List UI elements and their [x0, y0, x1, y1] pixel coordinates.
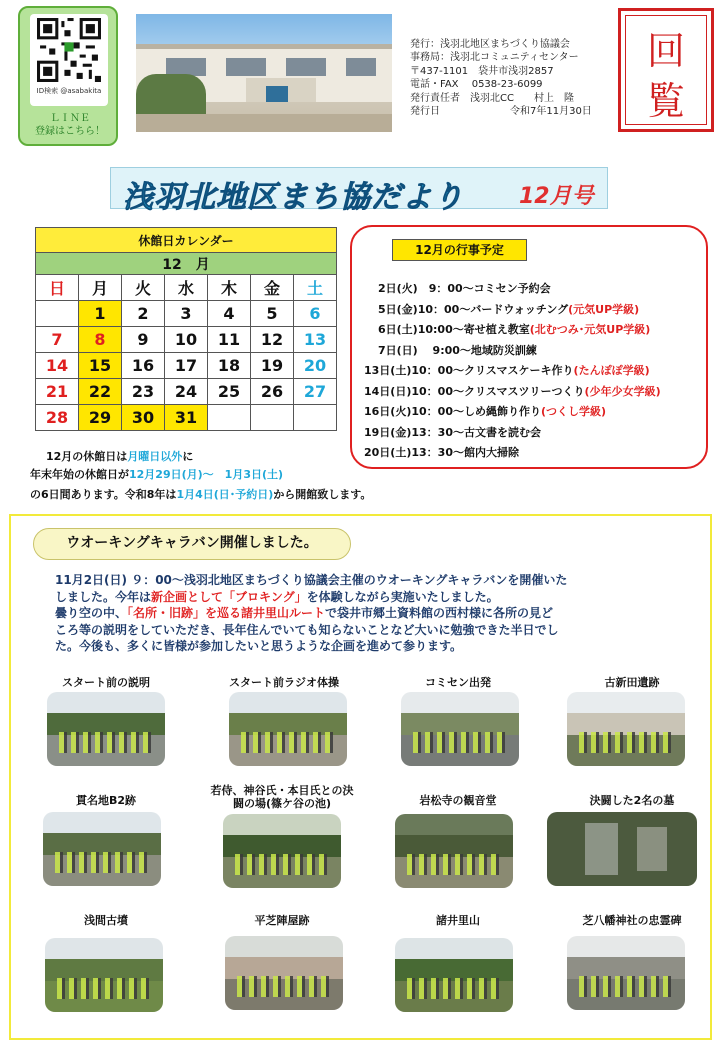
report-line: 11月2日(日) ９：00～浅羽北地区まちづくり協議会主催のウオーキングキャラバンを開催いた	[55, 573, 568, 587]
publisher-line: 発行：浅羽北地区まちづくり協議会	[410, 39, 570, 50]
events-title: 12月の行事予定	[392, 239, 527, 261]
weekday-fri: 金	[251, 275, 294, 301]
event-item: 7日(日) 9:00～地域防災訓練	[378, 343, 537, 357]
calendar-day: 11	[208, 327, 251, 353]
responsible-line: 発行責任者 浅羽北CC 村上 隆	[410, 92, 574, 104]
calendar-day: 9	[122, 327, 165, 353]
walk-photo	[225, 936, 343, 1010]
kairan-char-2: 覧	[646, 79, 685, 123]
calendar-day: 19	[251, 353, 294, 379]
calendar-day: 27	[294, 379, 337, 405]
note-highlight: 1月4日(日･予約日)	[176, 488, 274, 501]
calendar-day: 26	[251, 379, 294, 405]
newsletter-title: 浅羽北地区まち協だより	[123, 180, 464, 215]
event-item: 13日(土)10：00～クリスマスケーキ作り(たんぽぽ学級)	[364, 364, 650, 377]
calendar-weekday-row	[36, 275, 337, 301]
community-center-photo	[136, 14, 392, 132]
publisher-info	[410, 38, 610, 118]
photo-caption: スタート前の説明	[62, 676, 150, 689]
line-qr-panel[interactable]	[18, 6, 118, 146]
phone-line: 電話・FAX 0538-23-6099	[410, 79, 543, 91]
note-text: に	[182, 450, 194, 463]
calendar-day-closed: 15	[79, 353, 122, 379]
calendar-week	[36, 379, 337, 405]
closure-note-2	[30, 466, 283, 482]
note-highlight: 12月29日(月)～ 1月3日(土)	[129, 468, 284, 481]
note-highlight: 月曜日以外	[127, 450, 183, 463]
note-text: の6日間あります。令和8年は	[30, 488, 177, 501]
note-text: から開館致します。	[273, 488, 372, 501]
event-item: 6日(土)10:00～寄せ植え教室(北むつみ･元気UP学級)	[378, 323, 651, 336]
newsletter-title-banner	[110, 167, 608, 215]
photo-caption: コミセン出発	[425, 676, 491, 689]
photo-caption: 諸井里山	[436, 914, 480, 927]
walk-photo	[229, 692, 347, 766]
calendar-day: 21	[36, 379, 79, 405]
calendar-day-closed: 22	[79, 379, 122, 405]
calendar-day: 4	[208, 301, 251, 327]
walk-photo	[401, 692, 519, 766]
office-line: 事務局：浅羽北コミュニティセンター	[410, 52, 579, 64]
qr-code-icon[interactable]	[37, 18, 101, 82]
calendar-week	[36, 301, 337, 327]
walk-photo	[395, 938, 513, 1012]
calendar-day: 6	[294, 301, 337, 327]
calendar-day-closed: 8	[79, 327, 122, 353]
photo-caption: 貫名地B2跡	[75, 794, 137, 807]
calendar-day-closed: 30	[122, 405, 165, 431]
photo-caption: 岩松寺の観音堂	[419, 794, 497, 807]
calendar-month: 12 月	[36, 253, 337, 275]
closure-note-3	[30, 486, 371, 502]
report-line: ころ等の説明をしていただき、長年住んでいても知らないことなど大いに勉強できた半日でし	[55, 622, 559, 637]
calendar-day: 10	[165, 327, 208, 353]
calendar-day: 25	[208, 379, 251, 405]
calendar-day-closed: 29	[79, 405, 122, 431]
photo-caption: 若侍、神谷氏・本目氏との決闘の場(篠ケ谷の池)	[210, 784, 354, 810]
calendar-day	[251, 405, 294, 431]
calendar-caption: 休館日カレンダー	[36, 228, 337, 253]
calendar-day: 14	[36, 353, 79, 379]
weekday-sat: 土	[294, 275, 337, 301]
walk-photo	[567, 692, 685, 766]
calendar-week	[36, 327, 337, 353]
photo-caption: スタート前ラジオ体操	[229, 676, 339, 689]
postal-line: 〒437-1101 袋井市浅羽2857	[410, 65, 554, 77]
calendar-day: 23	[122, 379, 165, 405]
report-line: た。今後も、多くに皆様が参加したいと思うような企画を進めて参ります。	[55, 639, 463, 653]
calendar-day: 5	[251, 301, 294, 327]
calendar-day: 28	[36, 405, 79, 431]
report-line: 曇り空の中、「名所・旧跡」を巡る諸井里山ルートで袋井市郷土資料館の西村様に各所の見ど	[55, 606, 554, 620]
photo-caption: 芝八幡神社の忠霊碑	[582, 914, 682, 927]
event-item: 20日(土)13：30～館内大掃除	[364, 446, 519, 459]
note-text: 年末年始の休館日が	[30, 468, 129, 481]
weekday-thu: 木	[208, 275, 251, 301]
calendar-day	[208, 405, 251, 431]
calendar-day: 16	[122, 353, 165, 379]
events-panel	[350, 225, 708, 469]
walk-photo	[223, 814, 341, 888]
calendar-day	[36, 301, 79, 327]
weekday-wed: 水	[165, 275, 208, 301]
walk-photo	[395, 814, 513, 888]
issue-date-line: 発行日 令和7年11月30日	[410, 106, 592, 118]
event-item: 14日(日)10：00～クリスマスツリーつくり(少年少女学級)	[364, 384, 661, 398]
calendar-day: 2	[122, 301, 165, 327]
calendar-day: 18	[208, 353, 251, 379]
qr-code-card[interactable]	[30, 14, 108, 106]
calendar-week	[36, 405, 337, 431]
photo-caption: 平芝陣屋跡	[254, 914, 310, 927]
kairan-char-1: 回	[646, 29, 685, 73]
line-register-label: ＬＩＮＥ 登録はこちら！	[35, 113, 105, 137]
line-id-label: ID検索 @asabakita	[36, 87, 102, 95]
calendar-day: 3	[165, 301, 208, 327]
event-item: 5日(金)10：00～バードウォッチング(元気UP学級)	[378, 302, 640, 316]
calendar-day: 20	[294, 353, 337, 379]
calendar-day: 24	[165, 379, 208, 405]
event-item: 16日(火)10：00～しめ縄飾り作り(つくし学級)	[364, 405, 607, 418]
calendar-day: 17	[165, 353, 208, 379]
walk-photo	[45, 938, 163, 1012]
weekday-sun: 日	[36, 275, 79, 301]
note-text: 12月の休館日は	[46, 450, 128, 463]
calendar-day: 12	[251, 327, 294, 353]
walk-photo	[567, 936, 685, 1010]
walking-caravan-section	[9, 514, 712, 1040]
walk-photo	[43, 812, 161, 886]
closure-note-1	[46, 448, 193, 464]
walking-title: ウオーキングキャラバン開催しました。	[33, 528, 351, 560]
walk-photo	[547, 812, 697, 886]
events-list	[364, 279, 661, 464]
photo-caption: 古新田遺跡	[604, 676, 660, 689]
event-item: 2日(火) 9：00～コミセン予約会	[378, 282, 551, 295]
report-line: しました。今年は新企画として「ブロキング」を体験しながら実施いたしました。	[55, 589, 499, 604]
calendar-week	[36, 353, 337, 379]
kairan-stamp	[618, 8, 714, 132]
walking-report	[55, 572, 695, 655]
photo-caption: 決闘した2名の墓	[589, 794, 675, 807]
newsletter-issue: 12月号	[519, 184, 594, 209]
calendar-day-closed: 31	[165, 405, 208, 431]
closure-calendar	[35, 227, 337, 431]
weekday-mon: 月	[79, 275, 122, 301]
calendar-day: 7	[36, 327, 79, 353]
calendar-day	[294, 405, 337, 431]
photo-caption: 浅間古墳	[84, 914, 128, 927]
weekday-tue: 火	[122, 275, 165, 301]
walk-photo	[47, 692, 165, 766]
event-item: 19日(金)13：30～古文書を読む会	[364, 425, 541, 439]
calendar-day: 13	[294, 327, 337, 353]
calendar-day-closed: 1	[79, 301, 122, 327]
